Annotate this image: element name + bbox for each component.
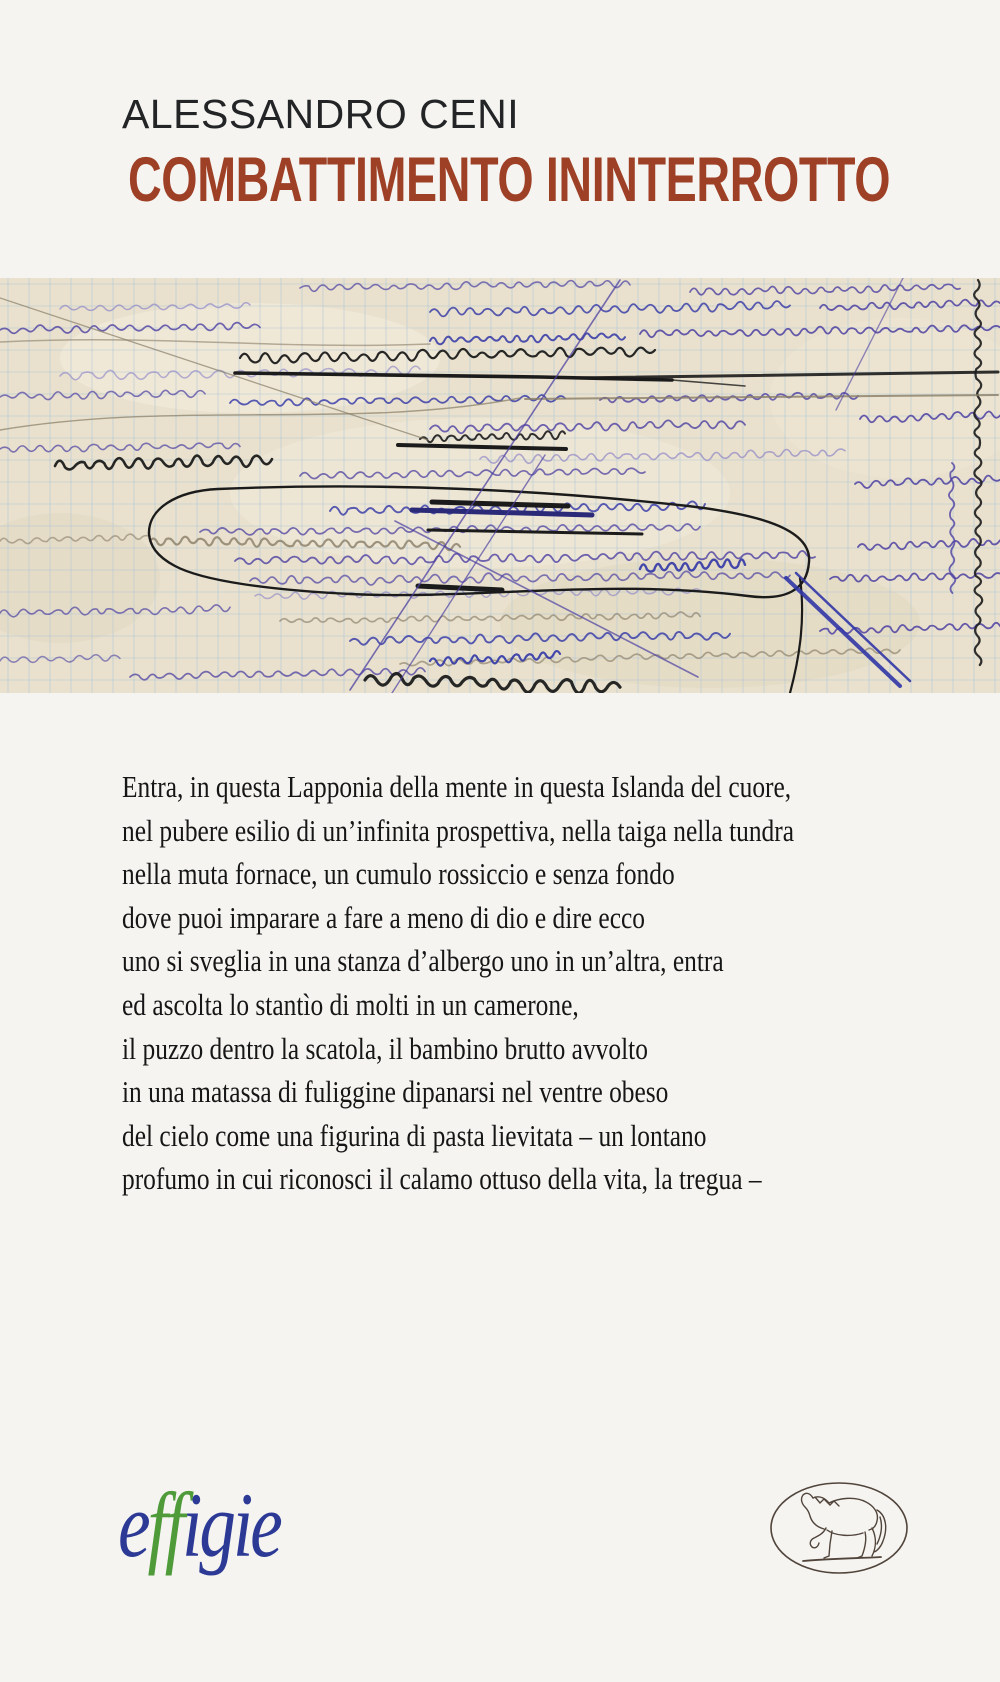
effigie-e: e — [118, 1474, 148, 1576]
publisher-logo-effigie — [118, 1474, 280, 1576]
effigie-igie: igie — [181, 1474, 280, 1576]
author-name: ALESSANDRO CENI — [122, 91, 520, 137]
horse-logo — [769, 1468, 911, 1588]
poem-excerpt — [122, 765, 942, 1201]
horse-sketch — [802, 1493, 886, 1561]
poem-line: in una matassa di fuliggine dipanarsi nel ventre obeso — [122, 1074, 669, 1110]
poem-line: profumo in cui riconosci il calamo ottuso della vita, la tregua – — [122, 1161, 762, 1197]
poem-line: ed ascolta lo stantìo di molti in un camerone, — [122, 986, 579, 1022]
poem-line: del cielo come una figurina di pasta lievitata – un lontano — [122, 1117, 707, 1153]
manuscript-artwork — [0, 278, 1000, 693]
poem-line: dove puoi imparare a fare a meno di dio e dire ecco — [122, 899, 645, 935]
effigie-ff: ff — [147, 1474, 182, 1576]
poem-line: nel pubere esilio di un’infinita prospettiva, nella taiga nella tundra — [122, 812, 795, 848]
poem-line: uno si sveglia in una stanza d’albergo uno in un’altra, entra — [122, 943, 724, 979]
poem-line: il puzzo dentro la scatola, il bambino brutto avvolto — [122, 1030, 648, 1066]
poem-line: Entra, in questa Lapponia della mente in questa Islanda del cuore, — [122, 769, 792, 804]
book-title: COMBATTIMENTO ININTERROTTO — [128, 145, 891, 215]
poem-line: nella muta fornace, un cumulo rossiccio e senza fondo — [122, 856, 675, 892]
